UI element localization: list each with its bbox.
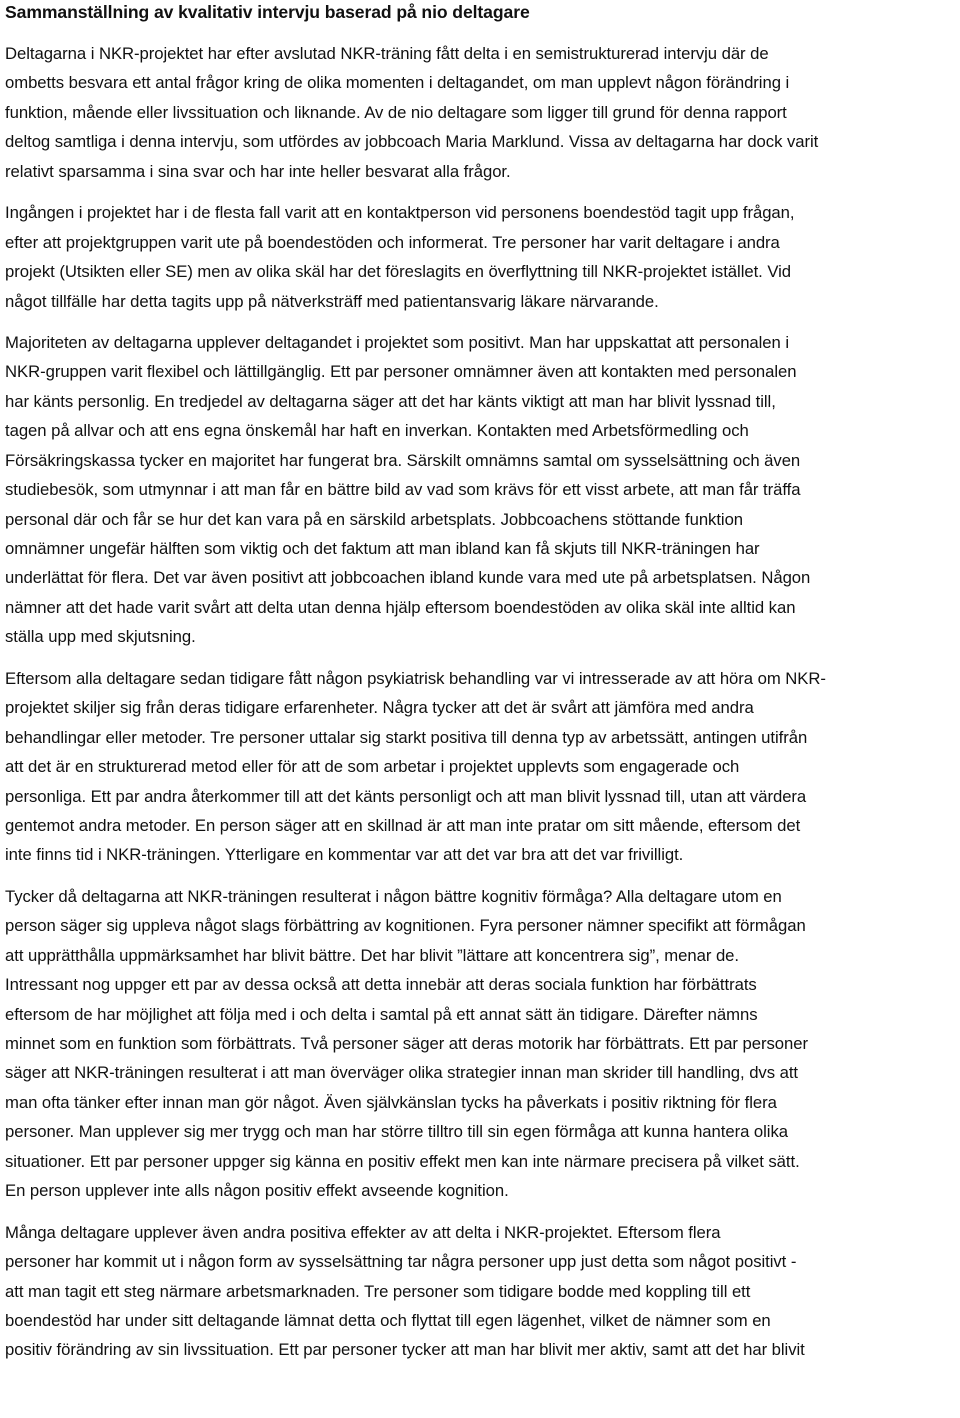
paragraph-cognitive-effects	[5, 882, 956, 1206]
text-line: personal där och får se hur det kan vara på en särskild arbetsplats. Jobbcoachens stöttande funktion	[5, 509, 744, 529]
text-line: något tillfälle har detta tagits upp på nätverksträff med patientansvarig läkare närvarande.	[5, 291, 659, 311]
text-line: Försäkringskassa tycker en majoritet har fungerat bra. Särskilt omnämns samtal om sysselsättning och även	[5, 450, 801, 470]
text-line: personer har kommit ut i någon form av sysselsättning tar några personer upp just detta som något positivt -	[5, 1252, 797, 1272]
text-line: minnet som en funktion som förbättrats. Två personer säger att deras motorik har förbättrats. Ett par personer	[5, 1034, 808, 1053]
text-line: gentemot andra metoder. En person säger att en skillnad är att man inte pratar om sitt mående, eftersom det	[5, 815, 801, 835]
text-line: positiv förändring av sin livssituation. Ett par personer tycker att man har blivit mer aktiv, samt att det har blivit	[5, 1340, 805, 1360]
text-line: ställa upp med skjutsning.	[5, 627, 196, 647]
text-line: har känts personlig. En tredjedel av deltagarna säger att det har känts viktigt att man har blivit lyssnad till,	[5, 391, 776, 411]
text-line: Majoriteten av deltagarna upplever deltagandet i projektet som positivt. Man har uppskattat att personalen i	[5, 332, 790, 352]
text-line: omnämner ungefär hälften som viktig och det faktum att man ibland kan få skjuts till NKR-träningen har	[5, 539, 760, 558]
paragraph-treatment-comparison	[5, 664, 956, 870]
text-line: deltog samtliga i denna intervju, som utfördes av jobbcoach Maria Marklund. Vissa av deltagarna har dock varit	[5, 132, 819, 152]
text-line: ombetts besvara ett antal frågor kring de olika momenten i deltagandet, om man upplevt någon förändring i	[5, 73, 790, 93]
text-line: säger att NKR-träningen resulterat i att man överväger olika strategier innan man skrider till handling, dvs att	[5, 1063, 799, 1083]
paragraph-project-entry	[5, 198, 956, 316]
text-line: efter att projektgruppen varit ute på boendestöden och informerat. Tre personer har varit deltagare i andra	[5, 232, 780, 252]
text-line: boendestöd har under sitt deltagande lämnat detta och flyttat till egen lägenhet, vilket de nämner som en	[5, 1310, 771, 1330]
text-line: relativt sparsamma i sina svar och har inte heller besvarat alla frågor.	[5, 161, 511, 181]
paragraph-participant-experience	[5, 328, 956, 652]
text-line: Intressant nog uppger ett par av dessa också att detta innebär att deras sociala funktion har förbättrats	[5, 975, 757, 995]
text-line: eftersom de har möjlighet att följa med i och delta i samtal på ett annat sätt än tidigare. Därefter nämns	[5, 1004, 758, 1024]
text-line: Deltagarna i NKR-projektet har efter avslutad NKR-träning fått delta i en semistrukturerad intervju där de	[5, 44, 769, 63]
text-line: behandlingar eller metoder. Tre personer uttalar sig starkt positiva till denna typ av arbetssätt, antingen utifrån	[5, 727, 808, 747]
text-line: nämner att det hade varit svårt att delta utan denna hjälp eftersom boendestöden av olika skäl inte alltid kan	[5, 597, 796, 617]
text-line: funktion, mående eller livssituation och liknande. Av de nio deltagare som ligger till grund för denna rapport	[5, 102, 787, 122]
text-line: En person upplever inte alls någon positiv effekt avseende kognition.	[5, 1181, 509, 1201]
text-line: att man tagit ett steg närmare arbetsmarknaden. Tre personer som tidigare bodde med koppling till ett	[5, 1281, 751, 1301]
text-line: att upprätthålla uppmärksamhet har blivit bättre. Det har blivit ”lättare att koncentrera sig”, menar de.	[5, 945, 739, 965]
paragraph-other-positive-effects	[5, 1218, 956, 1365]
text-line: situationer. Ett par personer uppger sig känna en positiv effekt men kan inte närmare precisera på vilket sätt.	[5, 1151, 800, 1171]
paragraph-interview-intro	[5, 39, 956, 186]
text-line: man ofta tänker efter innan man gör något. Även självkänslan tycks ha påverkats i positiv riktning för flera	[5, 1092, 777, 1112]
text-line: NKR-gruppen varit flexibel och lättillgänglig. Ett par personer omnämner även att kontakten med personalen	[5, 362, 797, 382]
text-line: Tycker då deltagarna att NKR-träningen resulterat i någon bättre kognitiv förmåga? Alla deltagare utom en	[5, 886, 782, 906]
text-line: projekt (Utsikten eller SE) men av olika skäl har det föreslagits en överflyttning till NKR-projektet istället. Vid	[5, 262, 792, 282]
text-line: person säger sig uppleva något slags förbättring av kognitionen. Fyra personer nämner specifikt att förmågan	[5, 916, 806, 936]
text-line: tagen på allvar och att ens egna önskemål har haft en inverkan. Kontakten med Arbetsförmedling och	[5, 421, 749, 441]
text-line: inte finns tid i NKR-träningen. Ytterligare en kommentar var att det var bra att det var frivilligt.	[5, 845, 684, 865]
text-line: studiebesök, som utmynnar i att man får en bättre bild av vad som krävs för ett visst arbete, att man får träffa	[5, 480, 801, 500]
text-line: Ingången i projektet har i de flesta fall varit att en kontaktperson vid personens boendestöd tagit upp frågan,	[5, 203, 795, 223]
document-title: Sammanställning av kvalitativ intervju baserad på nio deltagare	[5, 2, 530, 22]
text-line: personer. Man upplever sig mer trygg och man har större tilltro till sin egen förmåga att kunna hantera olika	[5, 1122, 788, 1142]
text-line: personliga. Ett par andra återkommer till att det känts personligt och att man blivit lyssnad till, utan att värdera	[5, 786, 807, 806]
text-line: Eftersom alla deltagare sedan tidigare fått någon psykiatrisk behandling var vi intresserade av att höra om NKR-	[5, 668, 826, 688]
text-line: att det är en strukturerad metod eller för att de som arbetar i projektet upplevts som engagerade och	[5, 757, 740, 777]
text-line: projektet skiljer sig från deras tidigare erfarenheter. Några tycker att det är svårt att jämföra med andra	[5, 698, 754, 718]
text-line: underlättat för flera. Det var även positivt att jobbcoachen ibland kunde vara med ute på arbetsplatsen. Någon	[5, 568, 811, 588]
text-line: Många deltagare upplever även andra positiva effekter av att delta i NKR-projektet. Eftersom flera	[5, 1222, 721, 1242]
